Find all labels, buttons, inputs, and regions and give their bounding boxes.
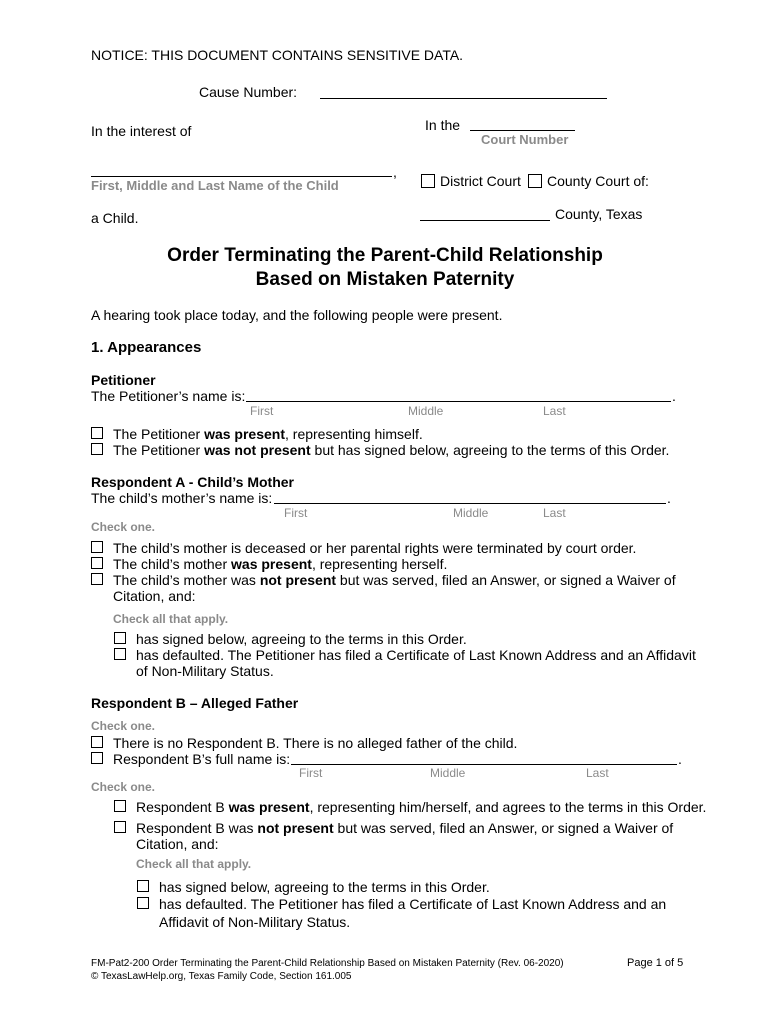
county-field[interactable] [420, 220, 550, 221]
first-caption: First [250, 404, 274, 418]
respondent-b-present-checkbox[interactable] [114, 800, 126, 812]
respondent-b-not-present-option: Respondent B was not present but was served, filed an Answer, or signed a Waiver of [136, 820, 674, 836]
period: . [667, 490, 671, 506]
period: . [672, 388, 676, 404]
county-texas-label: County, Texas [555, 206, 643, 222]
mother-deceased-option: The child’s mother is deceased or her parental rights were terminated by court order. [113, 540, 637, 556]
respondent-a-heading: Respondent A - Child’s Mother [91, 474, 294, 490]
respondent-b-defaulted-option-line2: Affidavit of Non-Military Status. [159, 914, 351, 930]
a-child-label: a Child. [91, 210, 139, 226]
respondent-b-defaulted-option: has defaulted. The Petitioner has filed a Certificate of Last Known Address and an [159, 896, 667, 912]
mother-name-field[interactable] [274, 503, 666, 504]
respondent-b-not-present-option-line2: Citation, and: [136, 836, 219, 852]
sensitive-data-notice: NOTICE: THIS DOCUMENT CONTAINS SENSITIVE DATA. [91, 47, 464, 63]
footer-form-line: FM-Pat2-200 Order Terminating the Parent-Child Relationship Based on Mistaken Paternity (Rev. 06-2020) [91, 958, 564, 969]
petitioner-name-field[interactable] [246, 401, 671, 402]
check-all-instruction: Check all that apply. [113, 612, 229, 626]
respondent-b-not-present-checkbox[interactable] [114, 821, 126, 833]
mother-defaulted-option: has defaulted. The Petitioner has filed a Certificate of Last Known Address and an Affidavit [136, 647, 696, 663]
court-number-caption: Court Number [481, 132, 569, 147]
section-appearances-heading: 1. Appearances [91, 339, 202, 356]
last-caption: Last [543, 404, 566, 418]
mother-deceased-checkbox[interactable] [91, 541, 103, 553]
middle-caption: Middle [430, 766, 466, 780]
respondent-b-name-label: Respondent B’s full name is: [113, 751, 291, 767]
cause-number-label: Cause Number: [199, 84, 298, 100]
county-court-label: County Court of: [547, 173, 649, 189]
last-caption: Last [586, 766, 609, 780]
document-title-line2: Based on Mistaken Paternity [255, 269, 515, 290]
district-court-label: District Court [440, 173, 521, 189]
no-respondent-b-checkbox[interactable] [91, 736, 103, 748]
petitioner-not-present-option: The Petitioner was not present but has signed below, agreeing to the terms of this Order. [113, 442, 670, 458]
mother-present-checkbox[interactable] [91, 557, 103, 569]
no-respondent-b-option: There is no Respondent B. There is no alleged father of the child. [113, 735, 518, 751]
comma: , [393, 164, 397, 180]
district-court-checkbox[interactable] [421, 174, 435, 188]
mother-signed-checkbox[interactable] [114, 632, 126, 644]
middle-caption: Middle [453, 506, 489, 520]
mother-present-option: The child’s mother was present, representing herself. [113, 556, 448, 572]
mother-defaulted-checkbox[interactable] [114, 648, 126, 660]
middle-caption: Middle [408, 404, 444, 418]
check-one-instruction: Check one. [91, 719, 156, 733]
respondent-b-name-checkbox[interactable] [91, 752, 103, 764]
document-title-line1: Order Terminating the Parent-Child Relationship [167, 245, 603, 266]
respondent-b-present-option: Respondent B was present, representing him/herself, and agrees to the terms in this Order. [136, 799, 707, 815]
first-caption: First [299, 766, 323, 780]
first-caption: First [284, 506, 308, 520]
petitioner-not-present-checkbox[interactable] [91, 443, 103, 455]
respondent-b-heading: Respondent B – Alleged Father [91, 695, 299, 711]
mother-name-label: The child’s mother’s name is: [91, 490, 273, 506]
petitioner-present-checkbox[interactable] [91, 427, 103, 439]
mother-not-present-checkbox[interactable] [91, 573, 103, 585]
check-all-instruction: Check all that apply. [136, 857, 252, 871]
respondent-b-signed-option: has signed below, agreeing to the terms in this Order. [159, 879, 490, 895]
county-court-checkbox[interactable] [528, 174, 542, 188]
petitioner-present-option: The Petitioner was present, representing himself. [113, 426, 423, 442]
respondent-b-signed-checkbox[interactable] [137, 880, 149, 892]
interest-of-label: In the interest of [91, 123, 192, 139]
mother-signed-option: has signed below, agreeing to the terms in this Order. [136, 631, 467, 647]
cause-number-field[interactable] [320, 98, 607, 99]
check-one-instruction: Check one. [91, 520, 156, 534]
respondent-b-name-field[interactable] [291, 764, 677, 765]
check-one-instruction: Check one. [91, 780, 156, 794]
mother-not-present-option-line2: Citation, and: [113, 588, 196, 604]
in-the-label: In the [425, 117, 461, 133]
court-number-field[interactable] [470, 130, 575, 131]
child-name-caption: First, Middle and Last Name of the Child [91, 178, 339, 193]
petitioner-heading: Petitioner [91, 372, 156, 388]
respondent-b-defaulted-checkbox[interactable] [137, 897, 149, 909]
last-caption: Last [543, 506, 566, 520]
child-name-field[interactable] [91, 176, 392, 177]
mother-defaulted-option-line2: of Non-Military Status. [136, 663, 274, 679]
mother-not-present-option: The child’s mother was not present but was served, filed an Answer, or signed a Waiver of [113, 572, 676, 588]
petitioner-name-label: The Petitioner’s name is: [91, 388, 246, 404]
page-number: Page 1 of 5 [627, 957, 684, 969]
footer-copyright: © TexasLawHelp.org, Texas Family Code, Section 161.005 [91, 971, 352, 982]
period: . [678, 751, 682, 767]
intro-text: A hearing took place today, and the following people were present. [91, 307, 503, 323]
